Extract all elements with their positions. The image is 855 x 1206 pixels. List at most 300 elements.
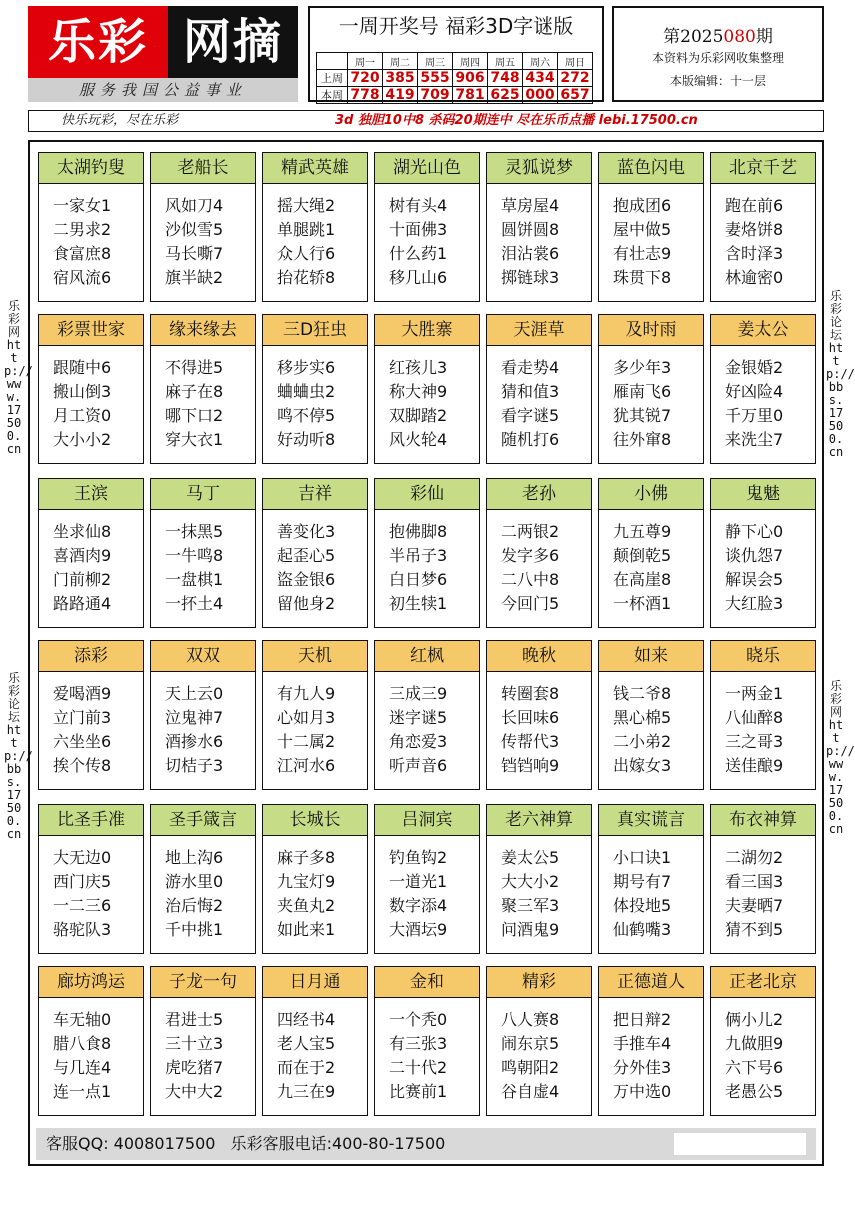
riddle-line: 迷字谜5 xyxy=(389,708,448,727)
riddle-line: 善变化3 xyxy=(277,522,336,541)
riddle-card xyxy=(598,152,704,302)
riddle-line: 蛐蛐虫2 xyxy=(277,382,336,401)
riddle-card xyxy=(150,152,256,302)
riddle-list xyxy=(711,846,815,942)
day-header: 周三 xyxy=(418,53,453,70)
riddle-line: 角恋爱3 xyxy=(389,732,448,751)
riddle-line: 三十立3 xyxy=(165,1034,224,1053)
riddle-line: 一盘棋1 xyxy=(165,570,224,589)
day-header: 周日 xyxy=(558,53,593,70)
riddle-line: 多少年3 xyxy=(613,358,672,377)
day-header: 周一 xyxy=(348,53,383,70)
riddle-list xyxy=(39,194,143,290)
riddle-line: 草房屋4 xyxy=(501,196,560,215)
riddle-line: 六坐坐6 xyxy=(53,732,112,751)
card-title: 吉祥 xyxy=(263,479,367,510)
card-title: 湖光山色 xyxy=(375,153,479,184)
riddle-line: 门前柳2 xyxy=(53,570,112,589)
result-cell: 906 xyxy=(453,70,488,87)
riddle-line: 犹其锐7 xyxy=(613,406,672,425)
riddle-line: 喜酒肉9 xyxy=(53,546,112,565)
card-title: 金和 xyxy=(375,967,479,998)
riddle-line: 钱二爷8 xyxy=(613,684,672,703)
riddle-card xyxy=(374,966,480,1116)
riddle-line: 传帮代3 xyxy=(501,732,560,751)
riddle-line: 有壮志9 xyxy=(613,244,672,263)
side-text-left-top: 乐彩网 http://www.17500.cn xyxy=(4,299,33,456)
riddle-line: 搬山倒3 xyxy=(53,382,112,401)
riddle-line: 月工资0 xyxy=(53,406,112,425)
riddle-line: 九五尊9 xyxy=(613,522,672,541)
riddle-card xyxy=(374,804,480,954)
riddle-card xyxy=(598,804,704,954)
riddle-line: 万中选0 xyxy=(613,1082,672,1101)
riddle-card xyxy=(150,314,256,464)
source-note: 本资料为乐彩网收集整理 xyxy=(651,51,784,65)
riddle-list xyxy=(263,846,367,942)
riddle-list xyxy=(599,846,703,942)
result-cell: 778 xyxy=(348,87,383,104)
riddle-line: 留他身2 xyxy=(277,594,336,613)
riddle-line: 移步实6 xyxy=(277,358,336,377)
card-title: 老船长 xyxy=(151,153,255,184)
riddle-line: 手推车4 xyxy=(613,1034,672,1053)
card-title: 鬼魅 xyxy=(711,479,815,510)
riddle-line: 转圈套8 xyxy=(501,684,560,703)
card-title: 晓乐 xyxy=(711,641,815,672)
riddle-line: 一两金1 xyxy=(725,684,784,703)
riddle-line: 老愚公5 xyxy=(725,1082,784,1101)
card-title: 三D狂虫 xyxy=(263,315,367,346)
card-title: 正德道人 xyxy=(599,967,703,998)
riddle-line: 铛铛响9 xyxy=(501,756,560,775)
riddle-card xyxy=(598,314,704,464)
riddle-line: 食富庶8 xyxy=(53,244,112,263)
riddle-card xyxy=(486,966,592,1116)
riddle-line: 马长嘶7 xyxy=(165,244,224,263)
card-title: 真实谎言 xyxy=(599,805,703,836)
riddle-line: 路路通4 xyxy=(53,594,112,613)
riddle-line: 车无轴0 xyxy=(53,1010,112,1029)
row-label: 上周 xyxy=(317,70,348,87)
card-title: 天机 xyxy=(263,641,367,672)
riddle-list xyxy=(599,520,703,616)
riddle-line: 大酒坛9 xyxy=(389,920,448,939)
card-title: 圣手箴言 xyxy=(151,805,255,836)
result-cell: 272 xyxy=(558,70,593,87)
riddle-line: 六下号6 xyxy=(725,1058,784,1077)
riddle-card xyxy=(486,478,592,628)
riddle-line: 地上沟6 xyxy=(165,848,224,867)
customer-phone: 乐彩客服电话:400-80-17500 xyxy=(230,1134,446,1153)
riddle-line: 比赛前1 xyxy=(389,1082,448,1101)
card-title: 太湖钓叟 xyxy=(39,153,143,184)
riddle-line: 麻子多8 xyxy=(277,848,336,867)
card-title: 精武英雄 xyxy=(263,153,367,184)
day-header: 周六 xyxy=(523,53,558,70)
riddle-line: 九做胆9 xyxy=(725,1034,784,1053)
riddle-line: 一牛鸣8 xyxy=(165,546,224,565)
riddle-list xyxy=(151,846,255,942)
issue-info-box xyxy=(612,6,824,102)
riddle-line: 一个秃0 xyxy=(389,1010,448,1029)
riddle-line: 立门前3 xyxy=(53,708,112,727)
riddle-line: 金银婚2 xyxy=(725,358,784,377)
riddle-list xyxy=(487,682,591,778)
side-text-right-top: 乐彩论坛 http://bbs.17500.cn xyxy=(826,289,855,459)
riddle-line: 出嫁女3 xyxy=(613,756,672,775)
card-title: 北京千艺 xyxy=(711,153,815,184)
riddle-line: 宿风流6 xyxy=(53,268,112,287)
riddle-line: 初生犊1 xyxy=(389,594,448,613)
riddle-line: 问酒鬼9 xyxy=(501,920,560,939)
riddle-list xyxy=(263,194,367,290)
riddle-list xyxy=(39,846,143,942)
riddle-card xyxy=(150,640,256,790)
riddle-line: 称大神9 xyxy=(389,382,448,401)
day-header: 周五 xyxy=(488,53,523,70)
riddle-card xyxy=(598,640,704,790)
riddle-line: 沙似雪5 xyxy=(165,220,224,239)
results-table xyxy=(316,52,593,104)
riddle-line: 切桔子3 xyxy=(165,756,224,775)
last-week-row xyxy=(317,70,593,87)
riddle-line: 一抹黑5 xyxy=(165,522,224,541)
riddle-line: 随机打6 xyxy=(501,430,560,449)
riddle-line: 坐求仙8 xyxy=(53,522,112,541)
riddle-card xyxy=(262,804,368,954)
riddle-card xyxy=(38,478,144,628)
result-cell: 720 xyxy=(348,70,383,87)
riddle-line: 解误会5 xyxy=(725,570,784,589)
riddle-line: 泣鬼神7 xyxy=(165,708,224,727)
riddle-line: 往外窜8 xyxy=(613,430,672,449)
result-cell: 657 xyxy=(558,87,593,104)
card-title: 晚秋 xyxy=(487,641,591,672)
card-title: 日月通 xyxy=(263,967,367,998)
card-title: 及时雨 xyxy=(599,315,703,346)
riddle-list xyxy=(599,1008,703,1104)
card-title: 吕洞宾 xyxy=(375,805,479,836)
riddle-list xyxy=(375,846,479,942)
riddle-line: 圆饼圆8 xyxy=(501,220,560,239)
card-title: 红枫 xyxy=(375,641,479,672)
riddle-line: 猜不到5 xyxy=(725,920,784,939)
riddle-line: 一杯酒1 xyxy=(613,594,672,613)
riddle-line: 移几山6 xyxy=(389,268,448,287)
riddle-list xyxy=(599,194,703,290)
riddle-line: 聚三军3 xyxy=(501,896,560,915)
riddle-line: 看走势4 xyxy=(501,358,560,377)
riddle-line: 一道光1 xyxy=(389,872,448,891)
riddle-line: 红孩儿3 xyxy=(389,358,448,377)
result-cell: 748 xyxy=(488,70,523,87)
card-title: 彩仙 xyxy=(375,479,479,510)
result-cell: 419 xyxy=(383,87,418,104)
riddle-card xyxy=(262,966,368,1116)
card-title: 如来 xyxy=(599,641,703,672)
riddle-line: 把日辩2 xyxy=(613,1010,672,1029)
riddle-line: 鸣朝阳2 xyxy=(501,1058,560,1077)
card-title: 蓝色闪电 xyxy=(599,153,703,184)
riddle-line: 酒掺水6 xyxy=(165,732,224,751)
riddle-list xyxy=(375,1008,479,1104)
riddle-card xyxy=(150,966,256,1116)
riddle-card xyxy=(710,966,816,1116)
riddle-list xyxy=(375,520,479,616)
riddle-line: 好凶险4 xyxy=(725,382,784,401)
riddle-list xyxy=(263,682,367,778)
riddle-line: 珠贯下8 xyxy=(613,268,672,287)
riddle-line: 一抔土4 xyxy=(165,594,224,613)
riddle-line: 听声音6 xyxy=(389,756,448,775)
customer-qq: 客服QQ: 4008017500 xyxy=(46,1134,216,1153)
riddle-list xyxy=(487,520,591,616)
riddle-line: 跑在前6 xyxy=(725,196,784,215)
result-cell: 434 xyxy=(523,70,558,87)
riddle-line: 一家女1 xyxy=(53,196,112,215)
riddle-list xyxy=(487,846,591,942)
riddle-list xyxy=(151,356,255,452)
logo-black-text: 网摘 xyxy=(168,6,298,78)
riddle-list xyxy=(39,1008,143,1104)
riddle-line: 分外佳3 xyxy=(613,1058,672,1077)
card-title: 灵狐说梦 xyxy=(487,153,591,184)
riddle-line: 九宝灯9 xyxy=(277,872,336,891)
footer-bar xyxy=(36,1128,816,1160)
riddle-list xyxy=(263,356,367,452)
riddle-line: 不得进5 xyxy=(165,358,224,377)
riddle-line: 大大小2 xyxy=(501,872,560,891)
card-title: 老孙 xyxy=(487,479,591,510)
riddle-line: 半吊子3 xyxy=(389,546,448,565)
riddle-line: 连一点1 xyxy=(53,1082,112,1101)
row-label: 本周 xyxy=(317,87,348,104)
riddle-line: 黑心棉5 xyxy=(613,708,672,727)
riddle-line: 体投地5 xyxy=(613,896,672,915)
riddle-card xyxy=(38,804,144,954)
riddle-card xyxy=(598,478,704,628)
riddle-list xyxy=(711,520,815,616)
banner-promo-link[interactable]: 3d 独胆10中8 杀码20期连中 尽在乐币点播 lebi.17500.cn xyxy=(335,113,698,128)
riddle-list xyxy=(39,356,143,452)
card-title: 缘来缘去 xyxy=(151,315,255,346)
riddle-line: 有三张3 xyxy=(389,1034,448,1053)
weekly-results-box xyxy=(308,6,604,102)
riddle-line: 摇大绳2 xyxy=(277,196,336,215)
logo xyxy=(28,6,298,78)
card-title: 王滨 xyxy=(39,479,143,510)
result-cell: 781 xyxy=(453,87,488,104)
riddle-card xyxy=(710,314,816,464)
riddle-list xyxy=(711,356,815,452)
side-text-right-bottom: 乐彩网 http://www.17500.cn xyxy=(826,679,855,836)
card-title: 精彩 xyxy=(487,967,591,998)
riddle-card xyxy=(38,314,144,464)
riddle-line: 二湖勿2 xyxy=(725,848,784,867)
banner-slogan: 快乐玩彩，尽在乐彩 xyxy=(61,113,179,128)
riddle-line: 小口诀1 xyxy=(613,848,672,867)
riddle-list xyxy=(375,356,479,452)
riddle-line: 夹鱼丸2 xyxy=(277,896,336,915)
card-title: 廊坊鸿运 xyxy=(39,967,143,998)
riddle-line: 颠倒乾5 xyxy=(613,546,672,565)
riddle-line: 来洗尘7 xyxy=(725,430,784,449)
riddle-line: 抬花轿8 xyxy=(277,268,336,287)
riddle-line: 抱佛脚8 xyxy=(389,522,448,541)
riddle-line: 挨个传8 xyxy=(53,756,112,775)
riddle-card xyxy=(150,804,256,954)
riddle-card xyxy=(710,804,816,954)
riddle-line: 腊八食8 xyxy=(53,1034,112,1053)
riddle-line: 穿大衣1 xyxy=(165,430,224,449)
card-title: 大胜寨 xyxy=(375,315,479,346)
riddle-line: 单腿跳1 xyxy=(277,220,336,239)
riddle-list xyxy=(263,520,367,616)
riddle-list xyxy=(599,682,703,778)
card-title: 老六神算 xyxy=(487,805,591,836)
riddle-line: 林逾密0 xyxy=(725,268,784,287)
riddle-list xyxy=(263,1008,367,1104)
riddle-card xyxy=(374,478,480,628)
riddle-line: 四经书4 xyxy=(277,1010,336,1029)
riddle-line: 发字多6 xyxy=(501,546,560,565)
riddle-list xyxy=(39,520,143,616)
card-title: 正老北京 xyxy=(711,967,815,998)
card-title: 马丁 xyxy=(151,479,255,510)
riddle-card xyxy=(262,314,368,464)
riddle-line: 在高崖8 xyxy=(613,570,672,589)
riddle-line: 风火轮4 xyxy=(389,430,448,449)
riddle-line: 姜太公5 xyxy=(501,848,560,867)
result-cell: 555 xyxy=(418,70,453,87)
riddle-line: 治后悔2 xyxy=(165,896,224,915)
riddle-line: 白日梦6 xyxy=(389,570,448,589)
riddle-list xyxy=(711,682,815,778)
riddle-line: 二十代2 xyxy=(389,1058,448,1077)
riddle-line: 钓鱼钩2 xyxy=(389,848,448,867)
result-cell: 000 xyxy=(523,87,558,104)
riddle-card xyxy=(598,966,704,1116)
logo-red-text: 乐彩 xyxy=(28,6,168,78)
riddle-line: 有九人9 xyxy=(277,684,336,703)
riddle-list xyxy=(151,520,255,616)
riddle-card xyxy=(710,478,816,628)
riddle-list xyxy=(487,1008,591,1104)
riddle-line: 骆驼队3 xyxy=(53,920,112,939)
riddle-line: 二小弟2 xyxy=(613,732,672,751)
riddle-line: 树有头4 xyxy=(389,196,448,215)
card-title: 天涯草 xyxy=(487,315,591,346)
riddle-line: 一二三6 xyxy=(53,896,112,915)
riddle-list xyxy=(487,194,591,290)
riddle-card xyxy=(486,640,592,790)
riddle-card xyxy=(38,966,144,1116)
riddle-line: 而在于2 xyxy=(277,1058,336,1077)
riddle-card xyxy=(486,152,592,302)
riddle-line: 二男求2 xyxy=(53,220,112,239)
riddle-line: 盜金银6 xyxy=(277,570,336,589)
riddle-card xyxy=(262,152,368,302)
riddle-line: 夫妻晒7 xyxy=(725,896,784,915)
card-title: 布衣神算 xyxy=(711,805,815,836)
riddle-card xyxy=(710,640,816,790)
riddle-line: 双脚踏2 xyxy=(389,406,448,425)
issue-number: 第2025080期 xyxy=(663,27,773,47)
riddle-line: 谈仇怨7 xyxy=(725,546,784,565)
card-title: 双双 xyxy=(151,641,255,672)
riddle-list xyxy=(599,356,703,452)
side-text-left-bottom: 乐彩论坛 http://bbs.17500.cn xyxy=(4,671,33,841)
riddle-line: 天上云0 xyxy=(165,684,224,703)
riddle-list xyxy=(151,1008,255,1104)
riddle-line: 游水里0 xyxy=(165,872,224,891)
riddle-line: 猜和值3 xyxy=(501,382,560,401)
card-title: 长城长 xyxy=(263,805,367,836)
riddle-line: 二两银2 xyxy=(501,522,560,541)
riddle-list xyxy=(39,682,143,778)
day-header: 周四 xyxy=(453,53,488,70)
riddle-card xyxy=(486,804,592,954)
riddle-line: 大小小2 xyxy=(53,430,112,449)
riddle-line: 鸣不停5 xyxy=(277,406,336,425)
slogan: 服务我国公益事业 xyxy=(28,78,298,102)
riddle-line: 谷自虚4 xyxy=(501,1082,560,1101)
riddle-line: 江河水6 xyxy=(277,756,336,775)
riddle-line: 大红脸3 xyxy=(725,594,784,613)
riddle-list xyxy=(375,194,479,290)
riddle-card xyxy=(374,640,480,790)
card-title: 彩票世家 xyxy=(39,315,143,346)
footer-blank-box xyxy=(674,1133,806,1155)
riddle-line: 八仙醉8 xyxy=(725,708,784,727)
riddle-line: 君进士5 xyxy=(165,1010,224,1029)
riddle-line: 长回味6 xyxy=(501,708,560,727)
riddle-line: 三之哥3 xyxy=(725,732,784,751)
riddle-line: 今回门5 xyxy=(501,594,560,613)
riddle-line: 千中挑1 xyxy=(165,920,224,939)
riddle-line: 掷链球3 xyxy=(501,268,560,287)
riddle-list xyxy=(375,682,479,778)
riddle-card xyxy=(262,640,368,790)
riddle-line: 大中大2 xyxy=(165,1082,224,1101)
riddle-line: 仙鹤嘴3 xyxy=(613,920,672,939)
riddle-card xyxy=(38,640,144,790)
riddle-line: 千万里0 xyxy=(725,406,784,425)
riddle-list xyxy=(487,356,591,452)
riddle-line: 好动听8 xyxy=(277,430,336,449)
riddle-line: 三成三9 xyxy=(389,684,448,703)
riddle-card xyxy=(374,152,480,302)
riddle-line: 风如刀4 xyxy=(165,196,224,215)
card-title: 比圣手准 xyxy=(39,805,143,836)
riddle-line: 屋中做5 xyxy=(613,220,672,239)
riddle-line: 妻烙饼8 xyxy=(725,220,784,239)
card-title: 添彩 xyxy=(39,641,143,672)
riddle-line: 看三国3 xyxy=(725,872,784,891)
riddle-line: 九三在9 xyxy=(277,1082,336,1101)
day-header: 周二 xyxy=(383,53,418,70)
riddle-line: 什么药1 xyxy=(389,244,448,263)
riddle-line: 哪下口2 xyxy=(165,406,224,425)
riddle-line: 雁南飞6 xyxy=(613,382,672,401)
riddle-line: 爱喝酒9 xyxy=(53,684,112,703)
riddle-line: 西门庆5 xyxy=(53,872,112,891)
card-title: 子龙一句 xyxy=(151,967,255,998)
riddle-line: 静下心0 xyxy=(725,522,784,541)
riddle-card xyxy=(150,478,256,628)
riddle-line: 泪沾裳6 xyxy=(501,244,560,263)
